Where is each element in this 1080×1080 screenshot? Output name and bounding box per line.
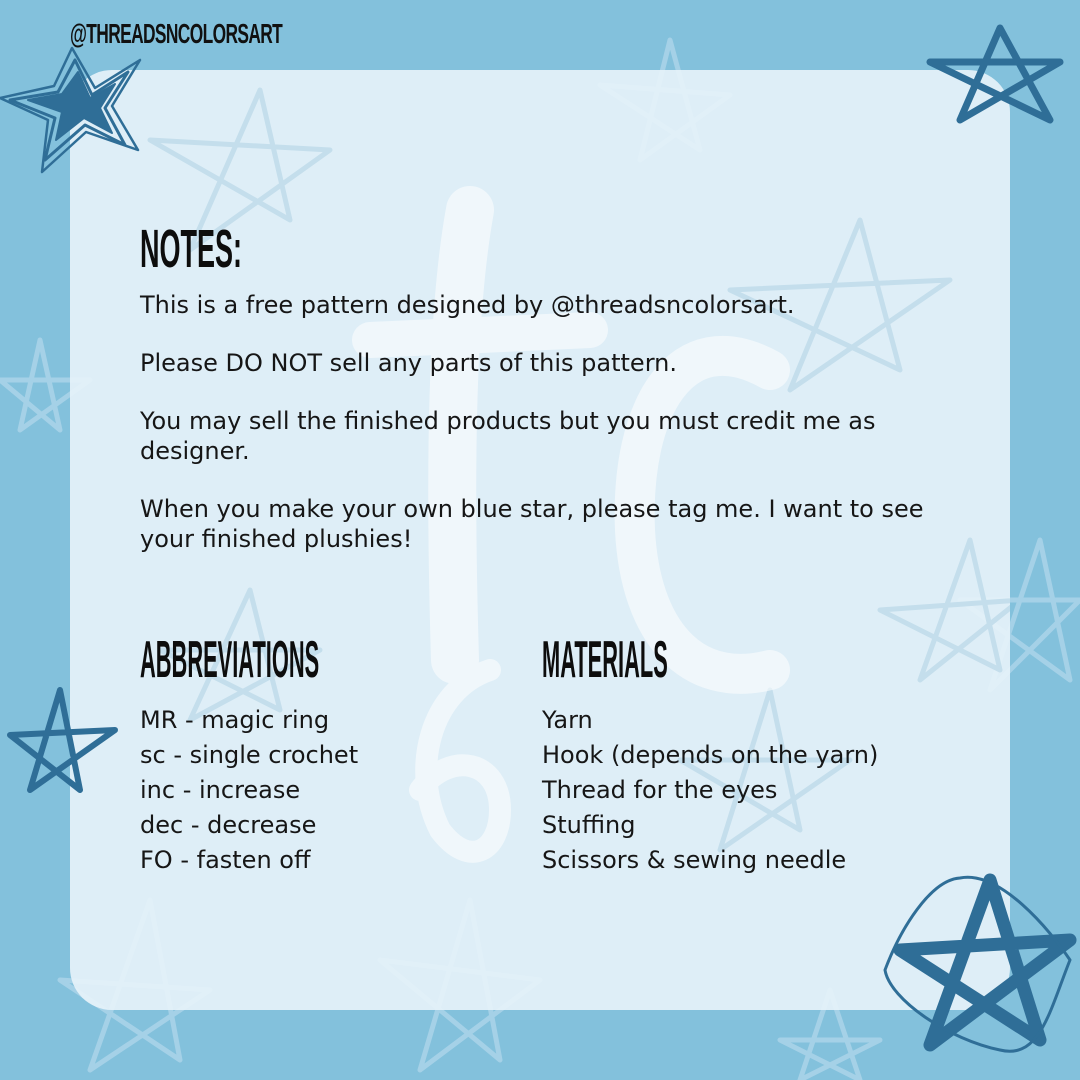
notes-paragraph-3: You may sell the finished products but you must credit me as designer. bbox=[140, 407, 876, 465]
list-item: Scissors & sewing needle bbox=[542, 846, 847, 874]
account-handle: @THREADSNCOLORSART bbox=[70, 18, 283, 49]
list-item: Hook (depends on the yarn) bbox=[542, 741, 879, 769]
list-item: FO - fasten off bbox=[140, 846, 311, 874]
list-item: Yarn bbox=[542, 706, 593, 734]
materials-list bbox=[542, 703, 878, 878]
list-item: sc - single crochet bbox=[140, 741, 359, 769]
list-item: inc - increase bbox=[140, 776, 301, 804]
notes-card bbox=[70, 70, 1010, 1010]
notes-paragraph-4: When you make your own blue star, please tag me. I want to see your finished plushies! bbox=[140, 495, 924, 553]
list-item: dec - decrease bbox=[140, 811, 317, 839]
list-item: MR - magic ring bbox=[140, 706, 330, 734]
list-item: Thread for the eyes bbox=[542, 776, 778, 804]
list-item: Stuffing bbox=[542, 811, 636, 839]
notes-paragraph-2: Please DO NOT sell any parts of this pattern. bbox=[140, 349, 677, 377]
abbreviations-list bbox=[140, 703, 358, 878]
notes-title: NOTES: bbox=[140, 219, 243, 279]
materials-title: MATERIALS bbox=[542, 631, 668, 689]
notes-paragraph-1: This is a free pattern designed by @threadsncolorsart. bbox=[140, 291, 795, 319]
abbreviations-title: ABBREVIATIONS bbox=[140, 631, 320, 689]
